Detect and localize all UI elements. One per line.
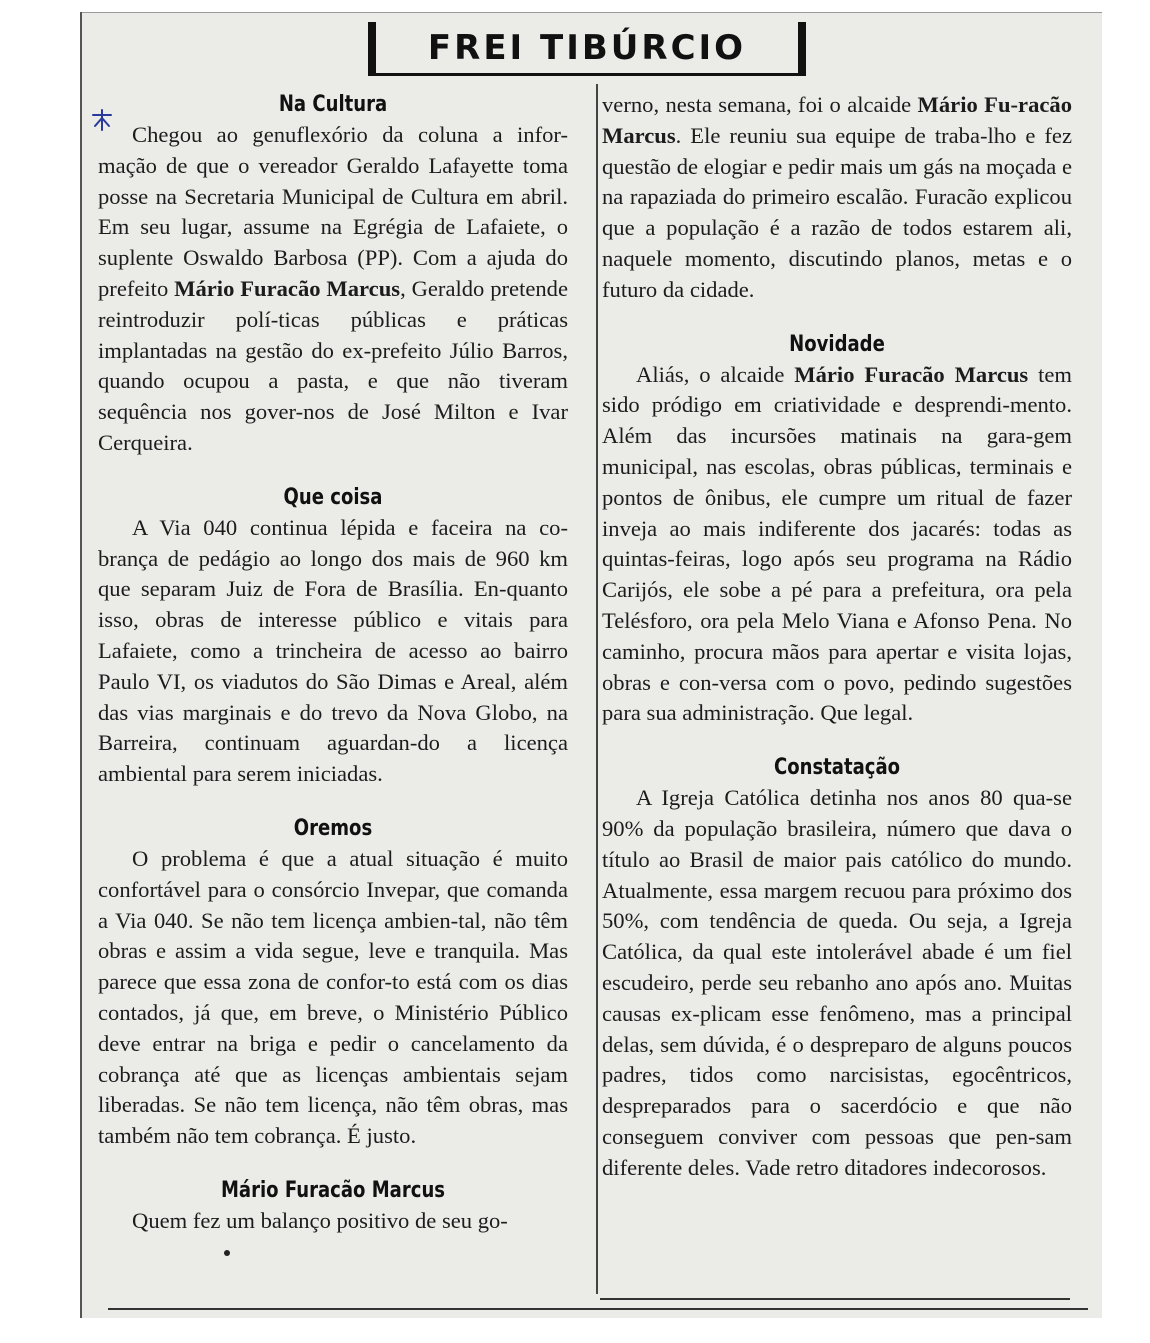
clipping-bottom-rule: [108, 1308, 1088, 1310]
section-na-cultura: [98, 90, 568, 459]
section-body: [602, 360, 1072, 730]
body-text: Aliás, o alcaide: [636, 361, 795, 387]
left-column: [98, 90, 568, 1237]
bullet-dot: [224, 1250, 230, 1256]
section-constatacao: [602, 753, 1072, 1183]
column-masthead: [368, 18, 806, 78]
bold-name: Mário Furacão Marcus: [794, 361, 1029, 387]
masthead-right-bar: [798, 22, 806, 76]
section-mario-furacao-marcus: [602, 90, 1072, 306]
masthead-underline: [376, 73, 798, 76]
body-text: Chegou ao genuflexório da coluna a infor-mação de que o vereador Geraldo Lafayette toma posse na Secretaria Municipal de Cultura em abril. Em seu lugar, assume na Egrégia de Lafaiete, o suplente Oswaldo Barbosa (PP). Com a ajuda do prefeito: [98, 122, 568, 301]
section-body: O problema é que a atual situação é muito confortável para o consórcio Invepar, que comanda a Via 040. Se não tem licença ambien-tal, não têm obras e assim a vida segue, leve e tranquila. Mas parece que essa zona de confor-to está com os dias contados, já que, em breve, o Ministério Público deve entrar na briga e pedir o cancelamento da cobrança até que as licenças ambientais sejam liberadas. Se não tem licença, não têm obras, mas também não tem cobrança. É justo.: [98, 845, 568, 1149]
section-heading: Oremos: [293, 815, 373, 841]
column-title: FREI TIBÚRCIO: [427, 28, 747, 68]
section-heading: Constatação: [773, 755, 901, 781]
right-column: [602, 90, 1072, 1184]
section-oremos: [98, 814, 568, 1152]
body-text: tem sido pródigo em criatividade e desprendi-mento. Além das incursões matinais na gara-gem municipal, nas escolas, obras públicas, terminais e pontos de ônibus, ele cumpre um ritual de fazer inveja ao mais indiferente dos jacarés: todas as quintas-feiras, logo após seu programa na Rádio Carijós, ele sobe a pé para a prefeitura, ora pela Telésforo, ora pela Melo Viana e Afonso Pena. No caminho, procura mãos para apertar e visita lojas, obras e con-versa com o povo, pedindo sugestões para sua administração. Que legal.: [602, 361, 1073, 726]
section-mario-furacao-marcus-start: [98, 1176, 568, 1237]
bold-name: Mário Fu-racão Marcus: [602, 92, 1072, 148]
section-body: [602, 90, 1072, 306]
clipping-left-edge: [80, 12, 82, 1318]
section-heading: Na Cultura: [278, 92, 388, 117]
section-body: [98, 120, 568, 459]
section-body: A Igreja Católica detinha nos anos 80 qua-se 90% da população brasileira, número que dava o título ao Brasil de maior pais católico do mundo. Atualmente, essa margem recuou para próximo dos 50%, com tendência de queda. Ou seja, a Igreja Católica, da qual este intolerável abade é um fiel escudeiro, perde seu rebanho ano após ano. Muitas causas ex-plicam esse fenômeno, mas a principal delas, sem dúvida, é o despreparo de alguns poucos padres, tidos como narcisistas, egocêntricos, despreparados para o sacerdócio e que não conseguem conviver com pessoas que pen-sam diferente deles. Vade retro ditadores indecorosos.: [602, 785, 1072, 1180]
body-text: verno, nesta semana, foi o alcaide: [602, 92, 918, 117]
column-divider: [596, 84, 598, 1294]
bold-name: Mário Furacão Marcus: [174, 275, 401, 301]
section-novidade: [602, 330, 1072, 730]
clipping-top-edge: [80, 12, 1102, 13]
masthead-left-bar: [368, 22, 376, 76]
section-body-start: Quem fez um balanço positivo de seu go-: [132, 1207, 508, 1233]
section-body: A Via 040 continua lépida e faceira na co-brança de pedágio ao longo dos mais de 960 km que separam Juiz de Fora de Brasília. En-quanto isso, obras de interesse público e vitais para Lafaiete, como a trincheira de acesso ao bairro Paulo VI, os viadutos do São Dimas e Areal, além das vias marginais e do trevo da Nova Globo, na Barreira, continuam aguardan-do a licença ambiental para serem iniciadas.: [98, 514, 568, 787]
section-heading: Novidade: [789, 331, 885, 357]
body-text: , Geraldo pretende reintroduzir polí-ticas públicas e práticas implantadas na gestão do ex-prefeito Júlio Barros, quando ocupou a pasta, e que não tiveram sequência nos gover-nos de José Milton e Ivar Cerqueira.: [98, 275, 569, 455]
section-heading: Que coisa: [283, 484, 383, 510]
section-heading: Mário Furacão Marcus: [220, 1177, 446, 1203]
section-que-coisa: [98, 483, 568, 790]
right-column-bottom-rule: [600, 1298, 1070, 1300]
body-text: . Ele reuniu sua equipe de traba-lho e fez questão de elogiar e pedir mais um gás na moçada e na rapaziada do primeiro escalão. Furacão explicou que a população é a razão de todos estarem ali, naquele momento, discutindo planos, metas e o futuro da cidade.: [602, 122, 1072, 302]
